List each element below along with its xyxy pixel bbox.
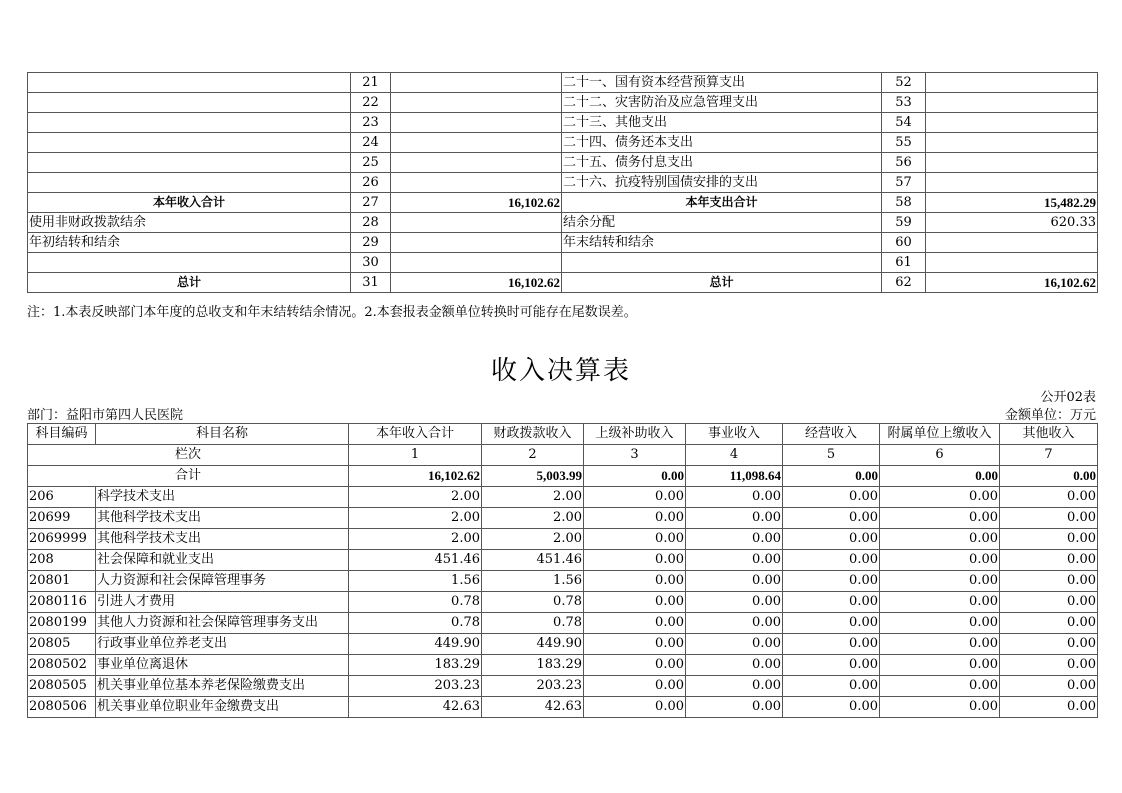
amount-cell: 1.56 (482, 571, 584, 592)
subject-code: 206 (28, 487, 96, 508)
income-item-label: 总计 (28, 273, 351, 293)
summary-row (28, 213, 1098, 233)
income-amount (391, 113, 562, 133)
total-label: 合计 (28, 466, 349, 487)
amount-cell: 0.00 (783, 529, 880, 550)
expense-item-label (562, 253, 882, 273)
subject-name: 行政事业单位养老支出 (96, 634, 349, 655)
subject-code: 2080116 (28, 592, 96, 613)
expense-item-label: 年末结转和结余 (562, 233, 882, 253)
amount-cell: 0.00 (783, 508, 880, 529)
header-cell: 本年收入合计 (349, 424, 482, 445)
income-item-label: 本年收入合计 (28, 193, 351, 213)
amount-cell: 0.78 (349, 592, 482, 613)
subject-name: 其他科学技术支出 (96, 508, 349, 529)
amount-cell: 183.29 (349, 655, 482, 676)
expense-amount: 15,482.29 (926, 193, 1098, 213)
amount-cell: 0.00 (880, 655, 1000, 676)
amount-cell: 203.23 (482, 676, 584, 697)
amount-cell: 449.90 (349, 634, 482, 655)
amount-cell: 0.00 (686, 571, 783, 592)
header-cell: 事业收入 (686, 424, 783, 445)
table-row (28, 487, 1098, 508)
expense-amount: 620.33 (926, 213, 1098, 233)
total-value: 11,098.64 (686, 466, 783, 487)
amount-cell: 0.00 (783, 487, 880, 508)
subject-name: 人力资源和社会保障管理事务 (96, 571, 349, 592)
income-item-label (28, 113, 351, 133)
income-line-number: 24 (351, 133, 391, 153)
income-item-label (28, 133, 351, 153)
summary-row (28, 73, 1098, 93)
expense-line-number: 55 (882, 133, 926, 153)
amount-cell: 0.00 (1000, 655, 1098, 676)
amount-cell: 0.00 (1000, 613, 1098, 634)
amount-cell: 0.00 (584, 613, 686, 634)
subject-code: 208 (28, 550, 96, 571)
amount-cell: 0.00 (686, 550, 783, 571)
expense-amount (926, 233, 1098, 253)
amount-cell: 0.00 (584, 592, 686, 613)
income-amount (391, 133, 562, 153)
amount-cell: 0.00 (584, 571, 686, 592)
header-cell: 其他收入 (1000, 424, 1098, 445)
column-number: 2 (482, 445, 584, 466)
expense-line-number: 53 (882, 93, 926, 113)
expense-item-label: 总计 (562, 273, 882, 293)
total-value: 0.00 (1000, 466, 1098, 487)
amount-cell: 42.63 (482, 697, 584, 718)
amount-cell: 0.00 (584, 676, 686, 697)
summary-row (28, 133, 1098, 153)
income-amount: 16,102.62 (391, 273, 562, 293)
amount-cell: 0.00 (880, 697, 1000, 718)
summary-row (28, 193, 1098, 213)
amount-cell: 451.46 (349, 550, 482, 571)
income-amount (391, 213, 562, 233)
expense-amount (926, 73, 1098, 93)
income-item-label: 使用非财政拨款结余 (28, 213, 351, 233)
column-number: 3 (584, 445, 686, 466)
summary-row (28, 153, 1098, 173)
expense-line-number: 52 (882, 73, 926, 93)
income-line-number: 31 (351, 273, 391, 293)
expense-item-label: 二十六、抗疫特别国债安排的支出 (562, 173, 882, 193)
amount-cell: 0.00 (1000, 697, 1098, 718)
income-line-number: 28 (351, 213, 391, 233)
total-value: 16,102.62 (349, 466, 482, 487)
expense-amount (926, 133, 1098, 153)
amount-cell: 0.00 (686, 634, 783, 655)
summary-row (28, 233, 1098, 253)
subject-code: 2069999 (28, 529, 96, 550)
amount-cell: 183.29 (482, 655, 584, 676)
amount-cell: 0.00 (880, 592, 1000, 613)
header-cell: 财政拨款收入 (482, 424, 584, 445)
income-item-label (28, 173, 351, 193)
summary-row (28, 253, 1098, 273)
expense-item-label: 二十四、债务还本支出 (562, 133, 882, 153)
income-line-number: 25 (351, 153, 391, 173)
amount-cell: 0.00 (880, 676, 1000, 697)
department-label: 部门：益阳市第四人民医院 (27, 408, 184, 423)
subject-name: 其他科学技术支出 (96, 529, 349, 550)
income-item-label (28, 93, 351, 113)
amount-cell: 0.78 (482, 613, 584, 634)
column-number: 5 (783, 445, 880, 466)
income-line-number: 21 (351, 73, 391, 93)
income-amount (391, 233, 562, 253)
amount-cell: 0.00 (1000, 508, 1098, 529)
expense-item-label: 结余分配 (562, 213, 882, 233)
amount-cell: 0.00 (783, 634, 880, 655)
summary-row (28, 93, 1098, 113)
amount-cell: 0.00 (783, 571, 880, 592)
subject-code: 20805 (28, 634, 96, 655)
expense-amount (926, 93, 1098, 113)
expense-amount (926, 153, 1098, 173)
amount-cell: 0.00 (783, 655, 880, 676)
amount-cell: 0.00 (880, 613, 1000, 634)
table-row (28, 529, 1098, 550)
amount-cell: 0.00 (686, 508, 783, 529)
amount-cell: 449.90 (482, 634, 584, 655)
amount-cell: 0.78 (349, 613, 482, 634)
amount-cell: 0.00 (584, 508, 686, 529)
amount-cell: 2.00 (349, 487, 482, 508)
amount-cell: 2.00 (482, 529, 584, 550)
summary-row (28, 273, 1098, 293)
income-line-number: 26 (351, 173, 391, 193)
amount-cell: 2.00 (349, 529, 482, 550)
header-cell: 附属单位上缴收入 (880, 424, 1000, 445)
summary-table (27, 72, 1098, 293)
header-cell: 上级补助收入 (584, 424, 686, 445)
amount-cell: 0.00 (584, 655, 686, 676)
header-row (28, 424, 1098, 445)
amount-cell: 42.63 (349, 697, 482, 718)
income-line-number: 27 (351, 193, 391, 213)
income-amount (391, 173, 562, 193)
header-cell: 科目名称 (96, 424, 349, 445)
income-item-label (28, 153, 351, 173)
amount-cell: 1.56 (349, 571, 482, 592)
page-title: 收入决算表 (490, 356, 631, 386)
income-line-number: 30 (351, 253, 391, 273)
income-line-number: 22 (351, 93, 391, 113)
income-line-number: 29 (351, 233, 391, 253)
income-item-label (28, 73, 351, 93)
amount-cell: 0.00 (1000, 676, 1098, 697)
total-value: 0.00 (584, 466, 686, 487)
amount-cell: 0.00 (783, 697, 880, 718)
amount-cell: 0.00 (880, 529, 1000, 550)
subject-name: 科学技术支出 (96, 487, 349, 508)
subject-name: 社会保障和就业支出 (96, 550, 349, 571)
amount-cell: 0.00 (584, 634, 686, 655)
income-amount (391, 73, 562, 93)
amount-cell: 0.00 (686, 487, 783, 508)
amount-cell: 0.00 (1000, 550, 1098, 571)
column-number-label: 栏次 (28, 445, 349, 466)
amount-cell: 0.00 (1000, 529, 1098, 550)
income-table (27, 423, 1098, 718)
amount-cell: 0.00 (783, 550, 880, 571)
amount-cell: 0.00 (686, 613, 783, 634)
amount-unit-label: 金额单位：万元 (1004, 408, 1096, 423)
expense-line-number: 60 (882, 233, 926, 253)
table-row (28, 613, 1098, 634)
subject-name: 事业单位离退休 (96, 655, 349, 676)
table-row (28, 676, 1098, 697)
amount-cell: 451.46 (482, 550, 584, 571)
table-row (28, 592, 1098, 613)
expense-line-number: 57 (882, 173, 926, 193)
income-amount: 16,102.62 (391, 193, 562, 213)
expense-amount (926, 173, 1098, 193)
expense-line-number: 59 (882, 213, 926, 233)
table-row (28, 697, 1098, 718)
summary-row (28, 113, 1098, 133)
amount-cell: 0.00 (1000, 487, 1098, 508)
amount-cell: 0.00 (584, 529, 686, 550)
amount-cell: 0.00 (584, 487, 686, 508)
subject-code: 2080199 (28, 613, 96, 634)
income-item-label (28, 253, 351, 273)
table-row (28, 550, 1098, 571)
amount-cell: 0.00 (880, 550, 1000, 571)
expense-item-label: 二十五、债务付息支出 (562, 153, 882, 173)
subject-name: 其他人力资源和社会保障管理事务支出 (96, 613, 349, 634)
expense-line-number: 61 (882, 253, 926, 273)
subject-name: 机关事业单位基本养老保险缴费支出 (96, 676, 349, 697)
total-value: 0.00 (783, 466, 880, 487)
subject-name: 机关事业单位职业年金缴费支出 (96, 697, 349, 718)
amount-cell: 203.23 (349, 676, 482, 697)
amount-cell: 2.00 (482, 487, 584, 508)
form-number: 公开02表 (1040, 390, 1096, 405)
amount-cell: 0.00 (1000, 634, 1098, 655)
amount-cell: 0.00 (584, 697, 686, 718)
table-note: 注：1.本表反映部门本年度的总收支和年末结转结余情况。2.本套报表金额单位转换时可能存在尾数误差。 (27, 305, 637, 320)
income-amount (391, 153, 562, 173)
amount-cell: 0.00 (686, 697, 783, 718)
amount-cell: 0.00 (686, 655, 783, 676)
expense-item-label: 二十三、其他支出 (562, 113, 882, 133)
total-value: 0.00 (880, 466, 1000, 487)
expense-item-label: 二十一、国有资本经营预算支出 (562, 73, 882, 93)
amount-cell: 0.00 (880, 487, 1000, 508)
subject-code: 2080506 (28, 697, 96, 718)
table-row (28, 508, 1098, 529)
expense-line-number: 58 (882, 193, 926, 213)
total-row (28, 466, 1098, 487)
column-number-row (28, 445, 1098, 466)
subject-name: 引进人才费用 (96, 592, 349, 613)
amount-cell: 0.00 (783, 613, 880, 634)
subject-code: 2080505 (28, 676, 96, 697)
expense-amount (926, 113, 1098, 133)
income-amount (391, 93, 562, 113)
amount-cell: 0.00 (686, 529, 783, 550)
subject-code: 2080502 (28, 655, 96, 676)
amount-cell: 2.00 (482, 508, 584, 529)
expense-amount: 16,102.62 (926, 273, 1098, 293)
table-row (28, 571, 1098, 592)
table-row (28, 634, 1098, 655)
amount-cell: 0.00 (880, 571, 1000, 592)
header-cell: 科目编码 (28, 424, 96, 445)
amount-cell: 0.78 (482, 592, 584, 613)
amount-cell: 0.00 (880, 508, 1000, 529)
expense-amount (926, 253, 1098, 273)
amount-cell: 0.00 (1000, 592, 1098, 613)
column-number: 4 (686, 445, 783, 466)
income-line-number: 23 (351, 113, 391, 133)
subject-code: 20699 (28, 508, 96, 529)
summary-row (28, 173, 1098, 193)
amount-cell: 0.00 (686, 676, 783, 697)
column-number: 7 (1000, 445, 1098, 466)
amount-cell: 0.00 (783, 676, 880, 697)
expense-line-number: 54 (882, 113, 926, 133)
expense-item-label: 本年支出合计 (562, 193, 882, 213)
column-number: 1 (349, 445, 482, 466)
amount-cell: 0.00 (584, 550, 686, 571)
amount-cell: 0.00 (1000, 571, 1098, 592)
total-value: 5,003.99 (482, 466, 584, 487)
amount-cell: 0.00 (880, 634, 1000, 655)
column-number: 6 (880, 445, 1000, 466)
amount-cell: 0.00 (783, 592, 880, 613)
header-cell: 经营收入 (783, 424, 880, 445)
expense-line-number: 56 (882, 153, 926, 173)
amount-cell: 2.00 (349, 508, 482, 529)
income-item-label: 年初结转和结余 (28, 233, 351, 253)
table-row (28, 655, 1098, 676)
expense-line-number: 62 (882, 273, 926, 293)
amount-cell: 0.00 (686, 592, 783, 613)
income-amount (391, 253, 562, 273)
expense-item-label: 二十二、灾害防治及应急管理支出 (562, 93, 882, 113)
subject-code: 20801 (28, 571, 96, 592)
